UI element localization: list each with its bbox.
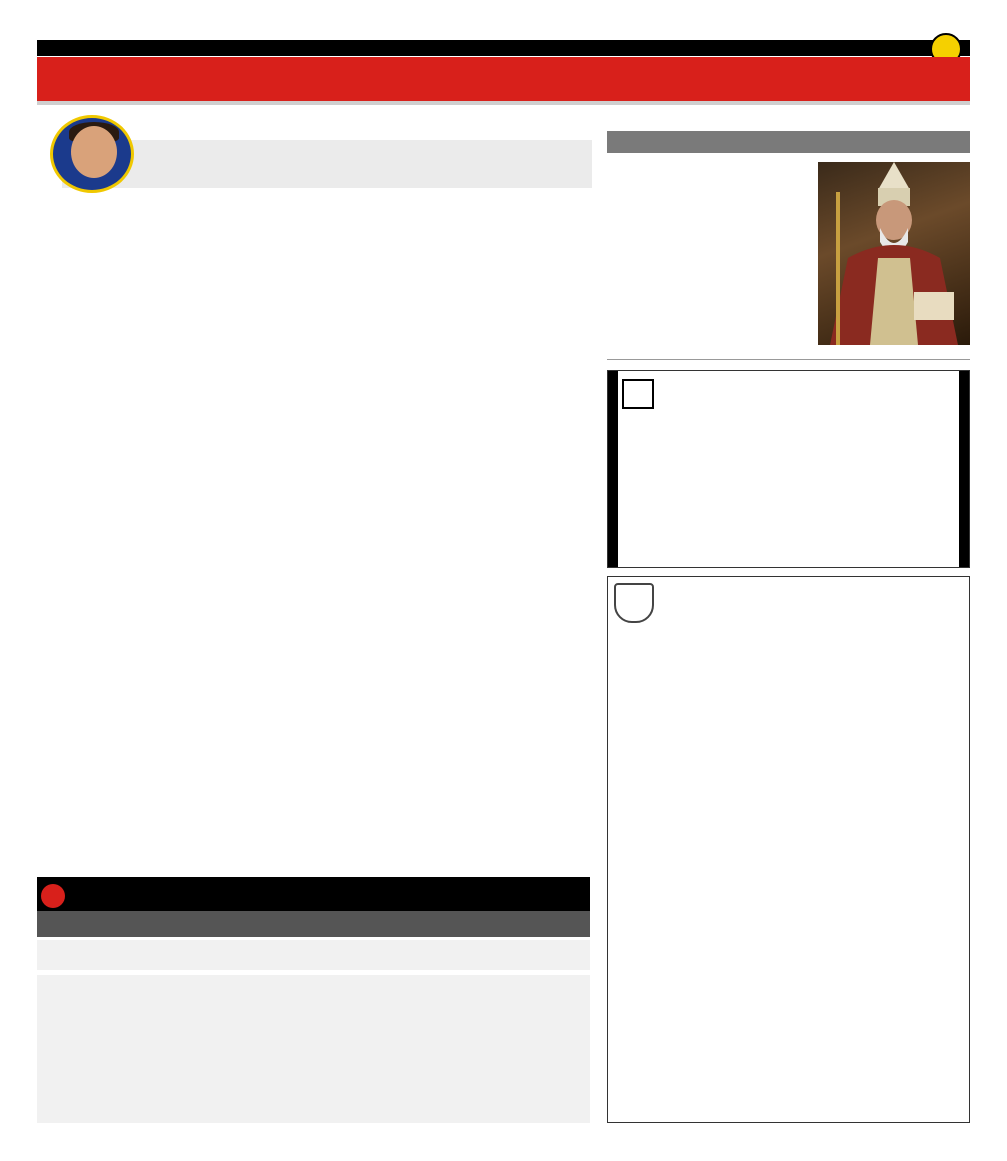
divider bbox=[37, 101, 970, 105]
pjerj-logo bbox=[622, 379, 654, 409]
columnist-avatar bbox=[50, 115, 134, 193]
publication-note bbox=[37, 940, 590, 970]
logo-o-icon bbox=[41, 884, 65, 908]
divider bbox=[607, 359, 970, 360]
section-title bbox=[37, 57, 970, 101]
dateline bbox=[37, 40, 970, 56]
horoscope-header-band bbox=[62, 140, 592, 188]
buzios-crest-icon bbox=[614, 583, 654, 623]
meia-hora-bar bbox=[37, 877, 590, 911]
contact-email bbox=[37, 911, 590, 937]
staff-box bbox=[37, 975, 590, 1123]
santo-title bbox=[607, 131, 970, 153]
pj-notice bbox=[607, 370, 970, 568]
buzios-notice bbox=[607, 576, 970, 1123]
santo-image bbox=[818, 162, 970, 345]
meia-hora-logo bbox=[41, 879, 65, 910]
